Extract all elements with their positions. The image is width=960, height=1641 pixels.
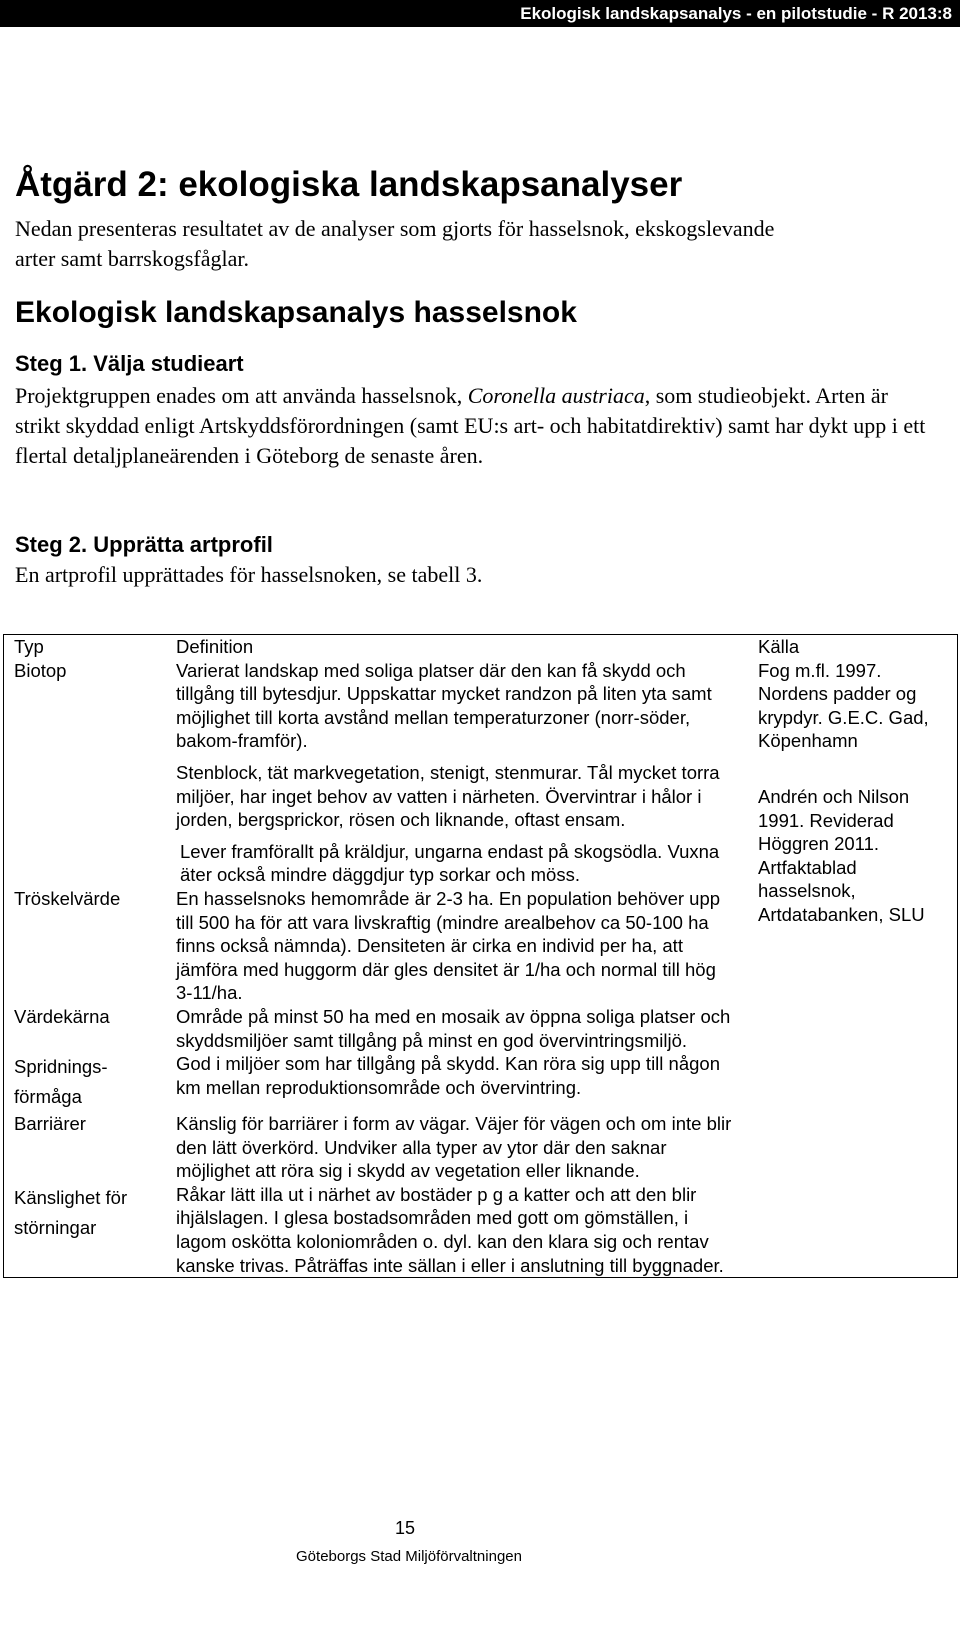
sources-cell xyxy=(746,659,958,1278)
source-entry: Fog m.fl. 1997. Nordens padder og krypdyr. G.E.C. Gad, Köpenhamn xyxy=(758,659,929,752)
table-row xyxy=(4,659,958,887)
section-intro: Nedan presenteras resultatet av de analyser som gjorts för hasselsnok, ekskogslevande arter samt barrskogsfåglar. xyxy=(15,216,775,271)
row-definition xyxy=(174,659,746,887)
row-type: Tröskelvärde xyxy=(14,887,121,909)
row-definition: Känslig för barriärer i form av vägar. Väjer för vägen och om inte blir den lätt överkörd. Undviker alla typer av ytor där den saknar möjlighet att röra sig i skydd av vegetation eller liknande. xyxy=(176,1113,732,1182)
running-header: Ekologisk landskapsanalys - en pilotstudie - R 2013:8 xyxy=(0,0,960,27)
step1-text-after: , som studieobjekt. Arten är strikt skyddad enligt Artskyddsförordningen (samt EU:s art- och habitatdirektiv) samt har dykt upp i ett flertal detaljplaneärenden i Göteborg de senaste åren. xyxy=(15,383,926,468)
row-definition: Område på minst 50 ha med en mosaik av öppna soliga platser och skyddsmiljöer samt tillgång på minst en god övervintringsmiljö. xyxy=(176,1005,731,1051)
source-entry: Andrén och Nilson 1991. Reviderad Höggren 2011. Artfaktablad hasselsnok, Artdatabanken, SLU xyxy=(758,785,925,925)
row-definition: God i miljöer som har tillgång på skydd. Kan röra sig upp till någon km mellan reproduktionsområde och övervintring. xyxy=(176,1053,720,1098)
section-title: Åtgärd 2: ekologiska landskapsanalyser xyxy=(15,165,683,204)
row-type: Barriärer xyxy=(14,1113,86,1135)
page-number: 15 xyxy=(394,1518,416,1538)
step1-heading: Steg 1. Välja studieart xyxy=(15,351,244,376)
definition-paragraph: Varierat landskap med soliga platser där den kan få skydd och tillgång till bytesdjur. Uppskattar mycket randzon på liten yta samt möjlighet till korta avstånd mellan temperaturzoner (norr-söder, bakom-framför). xyxy=(176,659,712,752)
row-definition: En hasselsnoks hemområde är 2-3 ha. En population behöver upp till 500 ha för att vara livskraftig (mindre arealbehov ca 50-100 ha finns också nämnda). Densiteten är cirka en individ per ha, att jämföra med huggorm där gles densitet är 1/ha och normal till hög 3-11/ha. xyxy=(176,887,721,1004)
row-type: Värdekärna xyxy=(14,1005,110,1027)
column-header-definition: Definition xyxy=(176,636,254,657)
column-header-type: Typ xyxy=(14,636,44,657)
table-header-row xyxy=(4,635,958,659)
column-header-source: Källa xyxy=(758,636,800,657)
step1-text-before: Projektgruppen enades om att använda hasselsnok, xyxy=(15,383,468,408)
row-definition: Råkar lätt illa ut i närhet av bostäder p g a katter och att den blir ihjälslagen. I glesa bostadsområden med gott om gömställen, i lagom osköttа koloniområden o. dyl. kan den klara sig och rentav kanske trivas. Påträffas inte sällan i eller i anslutning till byggnader. xyxy=(176,1183,724,1276)
step2-heading: Steg 2. Upprätta artprofil xyxy=(15,532,273,557)
definition-paragraph: Lever framförallt på kräldjur, ungarna endast på skogsödla. Vuxna äter också mindre däggdjur typ sorkar och möss. xyxy=(180,840,720,886)
species-profile-table xyxy=(3,634,958,1278)
subsection-title: Ekologisk landskapsanalys hasselsnok xyxy=(15,296,577,329)
row-type: Spridnings-förmåga xyxy=(14,1056,108,1108)
species-latin-name: Coronella austriaca xyxy=(467,383,645,408)
step1-paragraph xyxy=(15,381,935,471)
step2-paragraph: En artprofil upprättades för hasselsnoken, se tabell 3. xyxy=(15,562,483,587)
row-type: Känslighet för störningar xyxy=(14,1186,128,1238)
definition-paragraph: Stenblock, tät markvegetation, stenigt, stenmurar. Tål mycket torra miljöer, har inget behov av vatten i närheten. Övervintrar i hålor i jorden, bergsprickor, rösen och liknande, oftast ensam. xyxy=(176,761,720,831)
row-type: Biotop xyxy=(14,659,67,681)
footer-organization: Göteborgs Stad Miljöförvaltningen xyxy=(296,1548,522,1565)
